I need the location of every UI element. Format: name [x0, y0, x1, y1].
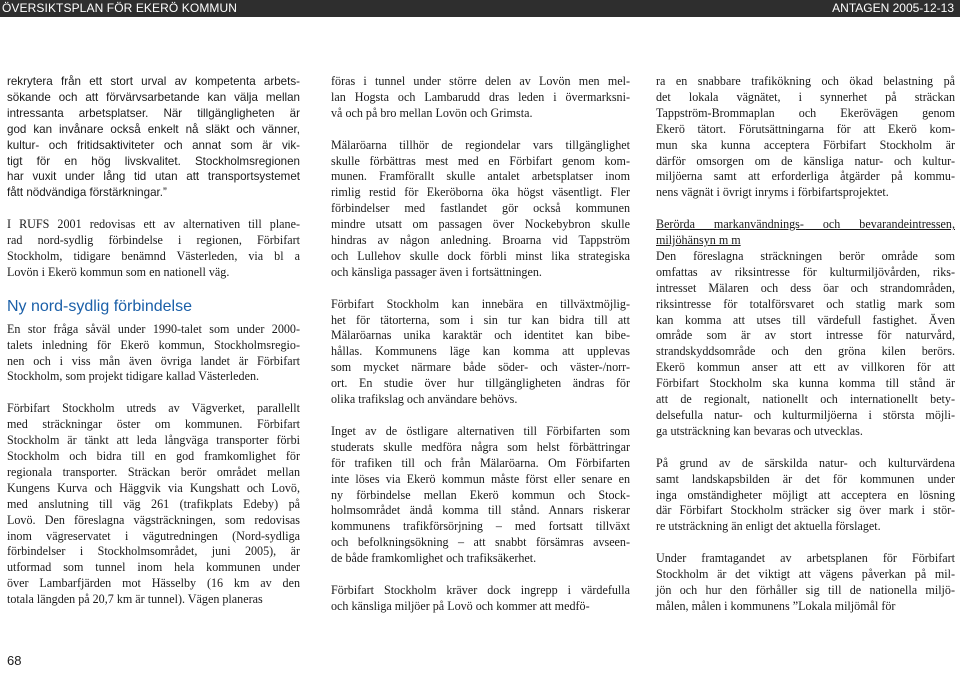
text-line: Tappström-Brommaplan och Ekerövägen genom [656, 105, 955, 120]
text-line: fått nödvändiga förstärkningar.” [7, 186, 167, 200]
text-line: Mälaröarna tillhör de regiondelar vars tillgänglighet [331, 137, 630, 152]
text-line: rekrytera från ett stort urval av kompetenta arbets- [7, 75, 300, 88]
paragraph-gap [331, 567, 630, 583]
text-line: kan komma att utses till värdefull fastighet. Även [656, 312, 955, 327]
paragraph-gap [7, 201, 300, 217]
text-line: Lovö. Den föreslagna vägsträckningen, som redovisas [7, 512, 300, 527]
text-line: det lokala vägnätet, i synnerhet på sträckan [656, 89, 955, 104]
text-line: förbindelser med fastlandet gör också kommunen [331, 201, 630, 216]
text-line: hindras av någon anledning. Broarna vid Tappström [331, 233, 630, 248]
text-line: mun ska kunna acceptera Förbifart Stockholm är [656, 137, 955, 152]
text-line: kultur- och fritidsaktiviteter och annat som är vik- [7, 138, 300, 152]
text-line: Kungens Kurva och Häggvik via Kungshatt och Lovö, [7, 480, 300, 495]
text-line: vå och på bro mellan Lovön och Grimsta. [331, 105, 533, 120]
text-line: Ekerö kommun anser att ett av villkoren för att [656, 360, 955, 375]
text-line: och Lullehov skulle dock förbli minst lika strategiska [331, 248, 630, 263]
text-line: och känsliga miljöer på Lovö och kommer att medfö- [331, 598, 590, 613]
text-line: I RUFS 2001 redovisas ett av alternativen till plane- [7, 217, 300, 232]
text-line: studerats skulle medföra några som helst förbättringar [331, 439, 630, 454]
text-line: utformad som tunnel inom hela kommunen under [7, 560, 300, 575]
text-line: Förbifart Stockholm ska kunna komma till stånd är [656, 376, 955, 391]
text-line: hållas. Kommunens läge kan komma att upplevas [331, 344, 630, 359]
text-line: olika trafikslag och användare behövs. [331, 392, 518, 407]
text-line: där Förbifart Stockholm sträcker sig över mark i stör- [656, 503, 955, 518]
text-line: nens vägnät i övrigt inryms i förbifartsprojektet. [656, 185, 889, 200]
paragraph [7, 322, 300, 386]
text-line: förbindelser i Stockholmsområdet, juni 2005), är [7, 544, 300, 559]
paragraph [7, 74, 300, 201]
text-line: Stockholm och bidra till en god framkomlighet för [7, 449, 300, 463]
text-line: kommunens trafikförsörjning – med fortsatt tillväxt [331, 519, 630, 534]
text-line: intressanta arbetsplatser. När tillgängligheten är [7, 106, 300, 120]
page-header [0, 0, 960, 17]
text-line: nen och i viss mån även övriga landet är Förbifart [7, 353, 300, 368]
text-line: har vuxit under lång tid utan att transportsystemet [7, 170, 300, 184]
document-title: ÖVERSIKTSPLAN FÖR EKERÖ KOMMUN [2, 1, 238, 15]
text-line: intresset Mälaren och dess öar och strandområden, [656, 280, 955, 295]
text-line: skulle förbättras mest med en Förbifart genom kom- [331, 153, 630, 168]
paragraph [656, 551, 955, 615]
text-line: lan Hogsta och Lambarudd dras leden i övermarksni- [331, 89, 630, 104]
text-line: talets inledning för Ekerö kommun, Stockholmsregio- [7, 337, 300, 352]
text-line: strandskyddsområde och den gröna kilen berörs. [656, 344, 955, 359]
text-line: rimlig restid för Ekeröborna öka högst väsentligt. Fler [331, 185, 630, 200]
paragraph-gap [656, 440, 955, 456]
paragraph [656, 456, 955, 536]
text-line: för trafiken till och från Mälaröarna. Om Förbifarten [331, 455, 630, 470]
text-line: som mycket närmare både söder- och väster-/norr- [331, 360, 630, 375]
paragraph [331, 583, 630, 615]
paragraph [656, 249, 955, 440]
text-line: Förbifart Stockholm kan innebära en tillväxtmöjlig- [331, 296, 630, 311]
text-line: inte löses via Ekerö kommun måste först eller senare en [331, 471, 630, 486]
adoption-date: ANTAGEN 2005-12-13 [832, 1, 954, 15]
text-line: god kan invånare också enkelt nå släkt och vänner, [7, 122, 300, 136]
text-line: Stockholm är det viktigt att vägens påverkan på mil- [656, 567, 955, 582]
text-line: riksintresse för totalförsvaret och statlig mark som [656, 296, 955, 311]
column-2 [331, 74, 630, 615]
text-line: Inget av de östligare alternativen till Förbifarten som [331, 423, 630, 438]
text-line: Berörda markanvändnings- och bevarandeintressen, [656, 217, 955, 232]
text-line: Ekerö tätort. Förutsättningarna för att Ekerö kom- [656, 121, 955, 136]
text-line: de både framkomlighet och trafiksäkerhet. [331, 551, 537, 566]
text-line: att de regionalt, nationellt och internationellt bety- [656, 392, 955, 407]
text-line: omfattas av riksintresse för kulturmiljövården, riks- [656, 264, 955, 279]
paragraph-gap [7, 385, 300, 401]
text-line: tigt för en hög livskvalitet. Stockholmsregionen [7, 154, 300, 168]
paragraph-gap [331, 281, 630, 297]
text-line: totala längden på 20,7 km är tunnel). Vägen planeras [7, 592, 263, 607]
text-line: delsefulla natur- och kulturmiljöerna i största möjli- [656, 408, 955, 423]
paragraph [656, 74, 955, 201]
paragraph [331, 74, 630, 122]
text-line: miljöhänsyn m m [656, 233, 741, 248]
paragraph-gap [656, 201, 955, 217]
text-line: inom vägreservatet i vägutredningen (Nord-sydliga [7, 528, 300, 543]
text-line: re utsträckning än enligt det aktuella förslaget. [656, 519, 881, 534]
text-line: målen, målen i kommunens ”Lokala miljömål för [656, 598, 896, 613]
text-line: Stockholm, som projekt tidigare kallad Västerleden. [7, 369, 260, 384]
paragraph-gap [331, 122, 630, 138]
text-line: över Lambarfjärden mot Hässelby (16 km av den [7, 576, 300, 591]
text-line: mindre utsatt om passagen över Nockebybron skulle [331, 217, 630, 232]
column-3 [656, 74, 955, 615]
text-line: föras i tunnel under större delen av Lovön men mel- [331, 74, 630, 88]
paragraph [331, 297, 630, 408]
text-line: regionala transporter. Sträckan berör området mellan [7, 464, 300, 479]
text-line: Förbifart Stockholm utreds av Vägverket, parallellt [7, 401, 300, 416]
text-line: En stor fråga såväl under 1990-talet som under 2000- [7, 321, 300, 336]
text-line: miljöerna samt att erforderliga åtgärder på kommu- [656, 169, 955, 184]
text-line: med sträckningar öster om kommunen. Förbifart [7, 417, 300, 432]
paragraph [331, 424, 630, 567]
text-line: ga utsträckning kan bevaras och utvecklas. [656, 423, 863, 438]
text-line: ny förbindelse mellan Ekerö kommun och Stock- [331, 487, 630, 502]
text-line: munen. Framförallt skulle antalet arbetsplatser inom [331, 169, 630, 184]
text-line: het för tätorterna, som i sin tur kan bidra till att [331, 312, 630, 327]
text-line: Den föreslagna sträckningen berör område som [656, 248, 955, 263]
text-line: holmsområdet ändå komma till stånd. Annars riskerar [331, 503, 630, 518]
text-line: På grund av de särskilda natur- och kulturvärdena [656, 455, 955, 470]
page-number: 68 [7, 653, 22, 668]
text-line: jön och hur den förhåller sig till de nationella miljö- [656, 582, 955, 597]
text-line: ra en snabbare trafikökning och ökad belastning på [656, 74, 955, 88]
text-line: sökande och att förvärvsarbetande kan välja mellan [7, 90, 300, 104]
text-line: Lovön i Ekerö kommun som en nationell väg. [7, 264, 230, 279]
text-line: område som är av stort intresse för naturvård, [656, 328, 955, 343]
paragraph-gap [656, 535, 955, 551]
text-line: ort. En studie över hur tillgängligheten ändras för [331, 376, 630, 391]
column-1 [7, 74, 300, 608]
text-line: rad nord-sydlig förbindelse i regionen, Förbifart [7, 233, 300, 248]
text-line: med anslutning till väg 261 (trafikplats Edeby) på [7, 496, 300, 511]
text-line: Under framtagandet av arbetsplanen för Förbifart [656, 551, 955, 566]
text-line: inga omständigheter möjligt att acceptera en lösning [656, 487, 955, 502]
paragraph [7, 401, 300, 608]
paragraph [7, 217, 300, 281]
paragraph [331, 138, 630, 281]
section-heading: Ny nord-sydlig förbindelse [7, 297, 192, 315]
text-line: samt landskapsbilden är det för kommunen under [656, 471, 955, 486]
text-line: därför omsorgen om de känsliga natur- och kultur- [656, 153, 955, 168]
text-line: Stockholm är tänkt att leda långväga transporter förbi [7, 433, 300, 448]
text-line: Stockholm, tidigare benämnd Västerleden, via bl a [7, 248, 300, 263]
subheading [656, 217, 955, 249]
text-line: Mälaröarnas unika karaktär och identitet kan bibe- [331, 328, 630, 343]
paragraph-gap [331, 408, 630, 424]
text-line: Förbifart Stockholm kräver dock ingrepp i värdefulla [331, 582, 630, 597]
text-line: och känsliga passager även i fortsättningen. [331, 264, 542, 279]
text-line: och befolkningsökning – att snabbt försämras avseen- [331, 535, 630, 550]
